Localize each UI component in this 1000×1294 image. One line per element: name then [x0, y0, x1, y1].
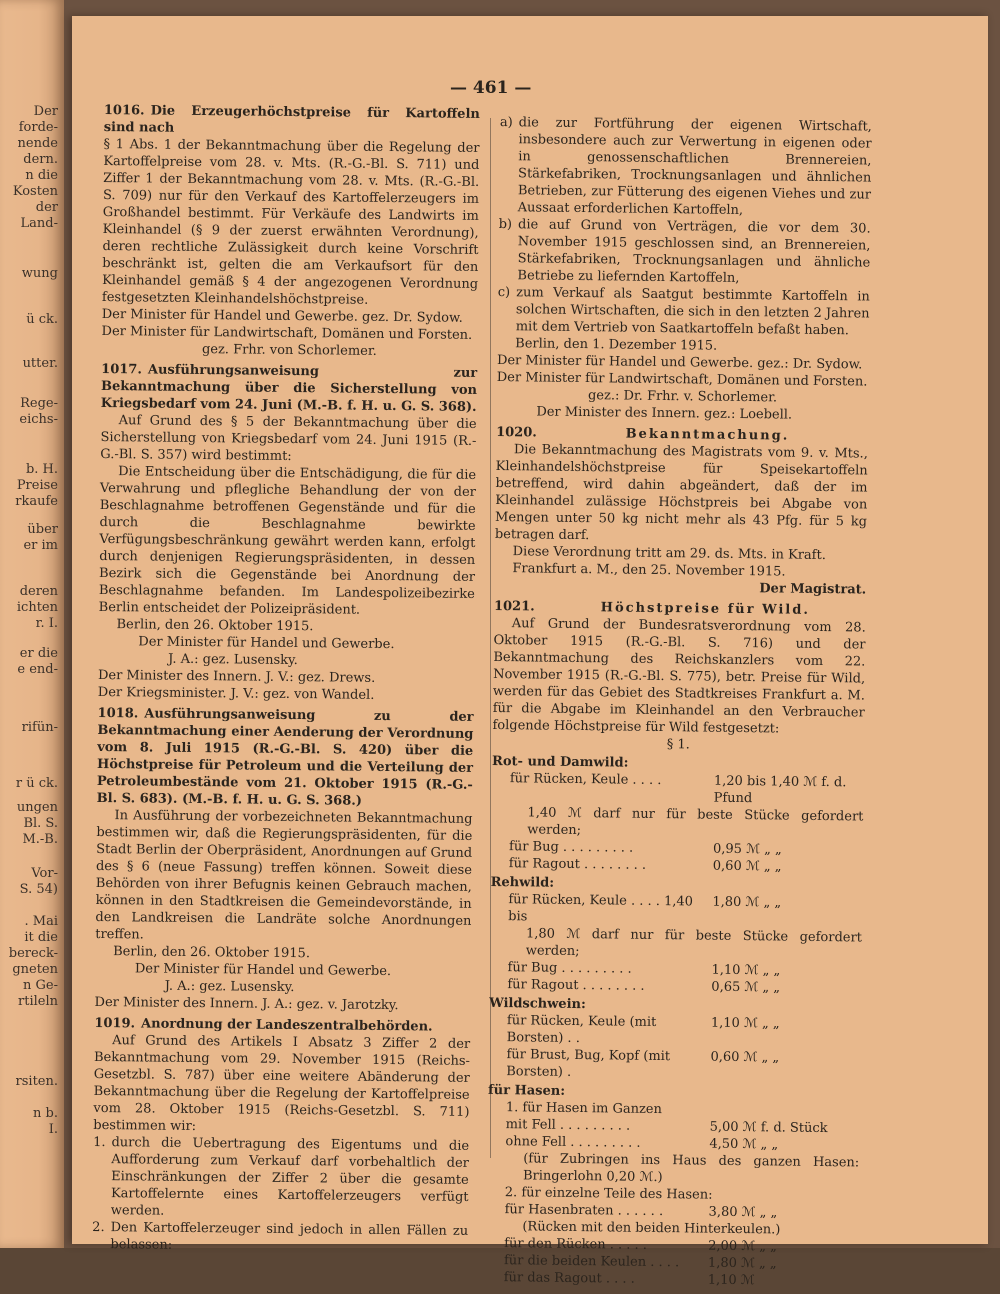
previous-page-fragment: wung: [21, 266, 58, 281]
previous-page-fragment: dern.: [23, 152, 58, 167]
signature-line: Der Kriegsminister. J. V.: gez. von Wandel.: [97, 684, 375, 703]
price-value: 1,80 ℳ „ „: [707, 1255, 777, 1272]
price-row: [491, 855, 863, 877]
section-title: Ausführungsanweisung zur Bekanntmachung über die Sicherstellung von Kriegsbedarf vom 24. Juni (M.-B. f. H. u. G. S. 368).: [100, 362, 478, 415]
section-number: 1016.: [103, 102, 145, 119]
list-label: 2.: [92, 1219, 105, 1236]
signature-line: Der Minister für Landwirtschaft, Domänen und Forsten.: [101, 323, 473, 343]
page-number: — 461 —: [450, 78, 532, 98]
section-title: Ausführungsanweisung zu der Bekanntmachung einer Aenderung der Verordnung vom 8. Juli 1915 (R.-G.-Bl. S. 420) über die Höchstpreise für Petroleum und die Verteilung der Petroleumbestände vom 21. Oktober 1915 (R.-G.-Bl. S. 683). (M.-B. f. H. u. G. S. 368.): [96, 706, 474, 809]
paragraph-marker: § 1.: [666, 737, 690, 753]
price-table-hasen-ganz: [487, 1116, 859, 1155]
previous-page-fragment: I.: [48, 1122, 58, 1137]
list-text: die auf Grund von Verträgen, die vor dem 30. November 1915 geschlossen sind, an Brennereien, Stärkefabriken, Trocknungsanlagen und ähnliche Betriebe zu liefernden Kartoffeln,: [517, 217, 871, 286]
price-value: 1,10 ℳ: [707, 1272, 755, 1289]
paragraph: Auf Grund der Bundesratsverordnung vom 28. Oktober 1915 (R.-G.-Bl. S. 716) und der Bekanntmachung des Reichskanzlers vom 22. November 1915 (R.-G.-Bl. S. 775), betr. Preise für Wild, werden für das Gebiet des Stadtkreises Frankfurt a. M. für die Abgabe im Kleinhandel an den Verbraucher folgende Höchstpreise für Wild festgesetzt:: [492, 616, 866, 737]
paragraph: Die Entscheidung über die Entschädigung, die für die Verwahrung und pflegliche Behandlung der von der Beschlagnahme betroffenen Gegenstände und für die durch die Beschlagnahme bewirkte Verfügungsbeschränkung gewährt werden kann, erfolgt durch denjenigen Regierungspräsidenten, in dessen Bezirk sich die Gegenstände bei Anordnung der Beschlagnahme befanden. Im Landespolizeibezirke Berlin entscheidet der Polizeipräsident.: [98, 464, 477, 618]
price-value: 1,20 bis 1,40 ℳ f. d. Pfund: [713, 773, 847, 807]
previous-page-fragment: Preise: [16, 478, 58, 493]
list-item: [499, 114, 872, 221]
section-number: 1017.: [101, 361, 142, 378]
price-note: 1,40 ℳ darf nur für beste Stücke gefordert werden;: [527, 805, 864, 839]
previous-page-fragment: eichs-: [19, 412, 58, 427]
previous-page-fragment: S. 54): [19, 882, 58, 897]
previous-page-fragment: ichten: [16, 600, 58, 615]
paragraph: Diese Verordnung tritt am 29. ds. Mts. in Kraft.: [512, 544, 826, 564]
price-value: 2,00 ℳ „ „: [708, 1238, 777, 1255]
price-value: 5,00 ℳ f. d. Stück: [709, 1119, 828, 1137]
list-item: [92, 1134, 469, 1223]
paragraph: Auf Grund des Artikels I Absatz 3 Ziffer 2 der Bekanntmachung vom 29. November 1915 (Reichs-Gesetzbl. S. 787) über eine weitere Abänderung der Bekanntmachung über die Regelung der Kartoffelpreise vom 28. Oktober 1915 (Reichs-Gesetzbl. S. 711) bestimmen wir:: [93, 1033, 471, 1135]
section-title: Höchstpreise für Wild.: [600, 600, 811, 618]
signature-line: Der Minister für Handel und Gewerbe.: [134, 961, 392, 980]
price-value: 0,60 ℳ „ „: [710, 1049, 780, 1066]
previous-page-fragment: n b.: [33, 1106, 58, 1121]
section-number: 1019.: [94, 1015, 136, 1032]
date-line: Berlin, den 1. Dezember 1915.: [515, 336, 718, 354]
price-item: für Rücken, Keule . . . . 1,40 bis: [508, 892, 694, 925]
right-column: [486, 114, 872, 1294]
previous-page-fragment: . Mai: [24, 914, 58, 929]
list-text: Den Kartoffelerzeuger sind jedoch in allen Fällen zu belassen:: [110, 1220, 469, 1253]
signature-line: Der Minister des Innern. gez.: Loebell.: [536, 404, 793, 423]
price-value: 0,60 ℳ „ „: [712, 858, 782, 875]
previous-page-fragment: ü ck.: [26, 312, 58, 327]
previous-page-fragment: rtileln: [18, 994, 58, 1009]
section-title: Die Erzeugerhöchstpreise für Kartoffeln sind nach: [103, 103, 480, 136]
previous-page-fragment: n Ge-: [23, 978, 58, 993]
signature-line: gez. Frhr. von Schorlemer.: [201, 342, 377, 359]
previous-page-fragment: it die: [24, 930, 58, 945]
signature-line: Der Minister für Handel und Gewerbe. gez.: Dr. Sydow.: [496, 352, 863, 373]
previous-page-fragment: forde-: [18, 120, 58, 135]
section-1021: [486, 598, 866, 1290]
sub-heading: 2. für einzelne Teile des Hasen:: [504, 1185, 713, 1203]
section-1018: [94, 705, 473, 1015]
section-1017: [98, 361, 478, 705]
previous-page-fragment: utter.: [22, 356, 58, 371]
signature-line: Der Minister für Landwirtschaft, Domänen und Forsten.: [496, 369, 868, 390]
previous-page-fragment: ungen: [16, 800, 58, 815]
category-heading: Rehwild:: [490, 874, 555, 891]
previous-page-fragment: der: [35, 200, 58, 215]
previous-page-fragment: r. I.: [35, 616, 58, 631]
price-item: für Rücken, Keule (mit Borsten) . .: [506, 1013, 657, 1047]
price-value: 3,80 ℳ „ „: [708, 1204, 778, 1221]
previous-page-fragment: e end-: [17, 662, 58, 677]
document-page: [72, 16, 988, 1289]
previous-page-fragment: Vor-: [31, 866, 58, 881]
previous-page-fragment: gneten: [12, 962, 58, 977]
price-item: für Ragout . . . . . . . .: [507, 977, 645, 994]
paragraph: Die Bekanntmachung des Magistrats vom 9. v. Mts., Kleinhandelshöchstpreise für Speisekartoffeln betreffend, wird dahin abgeändert, daß der im Kleinhandel zulässige Höchstpreis bei Abgabe von Mengen unter 50 kg nicht mehr als 43 Pfg. für 5 kg betragen darf.: [494, 442, 868, 544]
previous-page-fragment: b. H.: [25, 462, 58, 477]
previous-page-fragment: Der: [33, 104, 58, 119]
price-item: für Brust, Bug, Kopf (mit Borsten) .: [506, 1047, 671, 1080]
price-table-reh: [490, 891, 862, 930]
price-value: 4,50 ℳ „ „: [709, 1136, 779, 1153]
section-number: 1021.: [493, 598, 535, 615]
price-item: für die beiden Keulen . . . .: [503, 1253, 680, 1271]
category-heading: Rot- und Damwild:: [491, 753, 629, 771]
signature-line: Der Minister für Handel und Gewerbe. gez. Dr. Sydow.: [101, 306, 463, 326]
previous-page-fragment: er im: [23, 538, 58, 553]
price-row: [492, 770, 864, 809]
previous-page-fragment: bereck-: [8, 946, 58, 961]
price-note: 1,80 ℳ darf nur für beste Stücke gefordert werden;: [525, 926, 863, 960]
section-1019: [92, 1015, 470, 1257]
price-value: 0,95 ℳ „ „: [712, 841, 782, 858]
previous-page-fragment: M.-B.: [22, 832, 58, 847]
section-1016: [101, 102, 480, 361]
previous-page-fragment: rifün-: [21, 720, 58, 735]
list-item: [497, 284, 870, 340]
list-item: [92, 1219, 468, 1257]
previous-page-fragment: Kosten: [12, 184, 58, 199]
price-value: 1,10 ℳ „ „: [711, 962, 781, 979]
price-note: (Rücken mit den beiden Hinterkeulen.): [522, 1219, 781, 1238]
price-row: [489, 1012, 861, 1051]
section-1020: [494, 424, 868, 599]
price-table-reh-2: [489, 959, 861, 998]
section-1019-continued: [496, 114, 872, 425]
signature-line: Der Minister des Innern. J. V.: gez. Drews.: [97, 667, 376, 686]
price-row: [488, 1046, 860, 1085]
price-table-wildschwein: [488, 1012, 861, 1085]
sub-heading: 1. für Hasen im Ganzen: [505, 1100, 663, 1118]
price-note: (für Zubringen ins Haus des ganzen Hasen: Bringerlohn 0,20 ℳ.): [522, 1151, 860, 1186]
date-line: Berlin, den 26. Oktober 1915.: [116, 617, 314, 635]
section-number: 1018.: [97, 705, 139, 722]
signature-line: J. A.: gez. Lusensky.: [168, 651, 298, 669]
price-item: für das Ragout . . . .: [503, 1270, 635, 1287]
price-table-rot: [492, 770, 864, 809]
list-label: c): [497, 284, 511, 301]
list-label: 1.: [93, 1134, 106, 1151]
previous-page-fragment: Land-: [20, 216, 58, 231]
previous-page-fragment: Bl. S.: [23, 816, 58, 831]
left-column: [92, 102, 480, 1261]
previous-page-fragment: n die: [25, 168, 58, 183]
signature-line: J. A.: gez. Lusensky.: [164, 978, 295, 996]
paragraph: Auf Grund des § 5 der Bekanntmachung über die Sicherstellung von Kriegsbedarf vom 24. Juni 1915 (R.-G.-Bl. S. 357) wird bestimmt:: [100, 413, 477, 464]
date-line: Berlin, den 26. Oktober 1915.: [113, 944, 311, 962]
category-heading: Wildschwein:: [489, 995, 586, 1013]
price-item: für Hasenbraten . . . . . .: [504, 1202, 664, 1220]
paragraph: In Ausführung der vorbezeichneten Bekanntmachung bestimmen wir, daß die Regierungspräsidenten, für die Stadt Berlin der Oberpräsident, Anordnungen auf Grund des § 6 (neue Fassung) treffen können. Soweit diese Behörden von ihrer Befugnis keinen Gebrauch machen, können in den Stadtkreisen die Gemeindevorstände, in den Landkreisen die Landräte solche Anordnungen treffen.: [95, 808, 473, 943]
signature-line: Der Magistrat.: [759, 581, 867, 598]
signature-line: gez.: Dr. Frhr. v. Schorlemer.: [587, 388, 778, 406]
price-row: [486, 1269, 858, 1291]
previous-page-fragment: über: [27, 522, 58, 537]
price-item: mit Fell . . . . . . . . .: [505, 1117, 631, 1134]
section-body: § 1 Abs. 1 der Bekanntmachung über die Regelung der Kartoffelpreise vom 28. v. Mts. (R.-G.-Bl. S. 711) und Ziffer 1 der Bekanntmachung vom 28. v. Mts. (R.-G.-Bl. S. 709) nur für den Verkauf des Kartoffelerzeugers im Großhandel bestimmt. Für Verkäufe des Landwirts im Kleinhandel (§ 9 der zuerst erwähnten Verordnung), deren rechtliche Zulässigkeit durch keine Vorschrift beschränkt ist, gelten die am Verkaufsort für den Kleinhandel gemäß § 4 der angezogenen Verordnung festgesetzten Kleinhandelshöchstpreise.: [101, 136, 480, 308]
signature-line: Der Minister für Handel und Gewerbe.: [138, 634, 395, 653]
price-item: für Ragout . . . . . . . .: [508, 856, 647, 873]
signature-line: Der Minister des Innern. J. A.: gez. v. Jarotzky.: [94, 994, 399, 1014]
price-item: ohne Fell . . . . . . . . .: [505, 1134, 641, 1151]
price-item: für Bug . . . . . . . . .: [507, 960, 632, 977]
price-item: für Rücken, Keule . . . .: [509, 771, 662, 789]
price-value: 1,10 ℳ „ „: [710, 1015, 780, 1032]
previous-page-fragment: r ü ck.: [15, 776, 58, 791]
price-value: 0,65 ℳ „ „: [711, 979, 781, 996]
section-title: Anordnung der Landeszentralbehörden.: [140, 1016, 433, 1035]
price-row: [490, 891, 862, 930]
section-number: 1020.: [496, 424, 537, 441]
list-item: [498, 216, 871, 289]
price-table-hasen-teile-2: [486, 1235, 859, 1291]
previous-page-fragment: nende: [17, 136, 58, 151]
previous-page-fragment: er die: [19, 646, 58, 661]
previous-page-fragment: Rege-: [20, 396, 58, 411]
price-item: für den Rücken . . . . .: [504, 1236, 648, 1253]
previous-page-fragment: deren: [19, 584, 58, 599]
list-text: zum Verkauf als Saatgut bestimmte Kartoffeln in solchen Wirtschaften, die sich in den letzten 2 Jahren mit dem Vertrieb von Saatkartoffeln befaßt haben.: [515, 285, 870, 339]
price-item: für Bug . . . . . . . . .: [508, 839, 634, 856]
price-table-rot-2: [491, 838, 863, 877]
category-heading: für Hasen:: [487, 1082, 566, 1099]
date-line: Frankfurt a. M., den 25. November 1915.: [512, 561, 786, 580]
list-label: a): [499, 114, 513, 131]
price-row: [489, 976, 861, 998]
previous-page-fragment: rsiten.: [15, 1074, 58, 1089]
list-text: durch die Uebertragung des Eigentums und die Aufforderung zum Verkauf darf vorbehaltlich der Einschränkungen der Ziffer 2 über die gesamte Kartoffelernte eines Kartoffelerzeugers verfügt werden.: [110, 1135, 470, 1219]
list-text: die zur Fortführung der eigenen Wirtschaft, insbesondere auch zur Verwertung in eigenen oder in genossenschaftlichen Brennereien, Stärkefabriken, Trocknungsanlagen und ähnlichen Betrieben, zur Fütterung des eigenen Viehes und zur Aussaat erforderlichen Kartoffeln,: [517, 115, 872, 218]
price-value: 1,80 ℳ „ „: [712, 894, 782, 911]
list-label: b): [498, 216, 513, 233]
previous-page-edge: [0, 0, 64, 1248]
previous-page-fragment: rkaufe: [15, 494, 58, 509]
section-title: Bekanntmachung.: [625, 426, 790, 444]
